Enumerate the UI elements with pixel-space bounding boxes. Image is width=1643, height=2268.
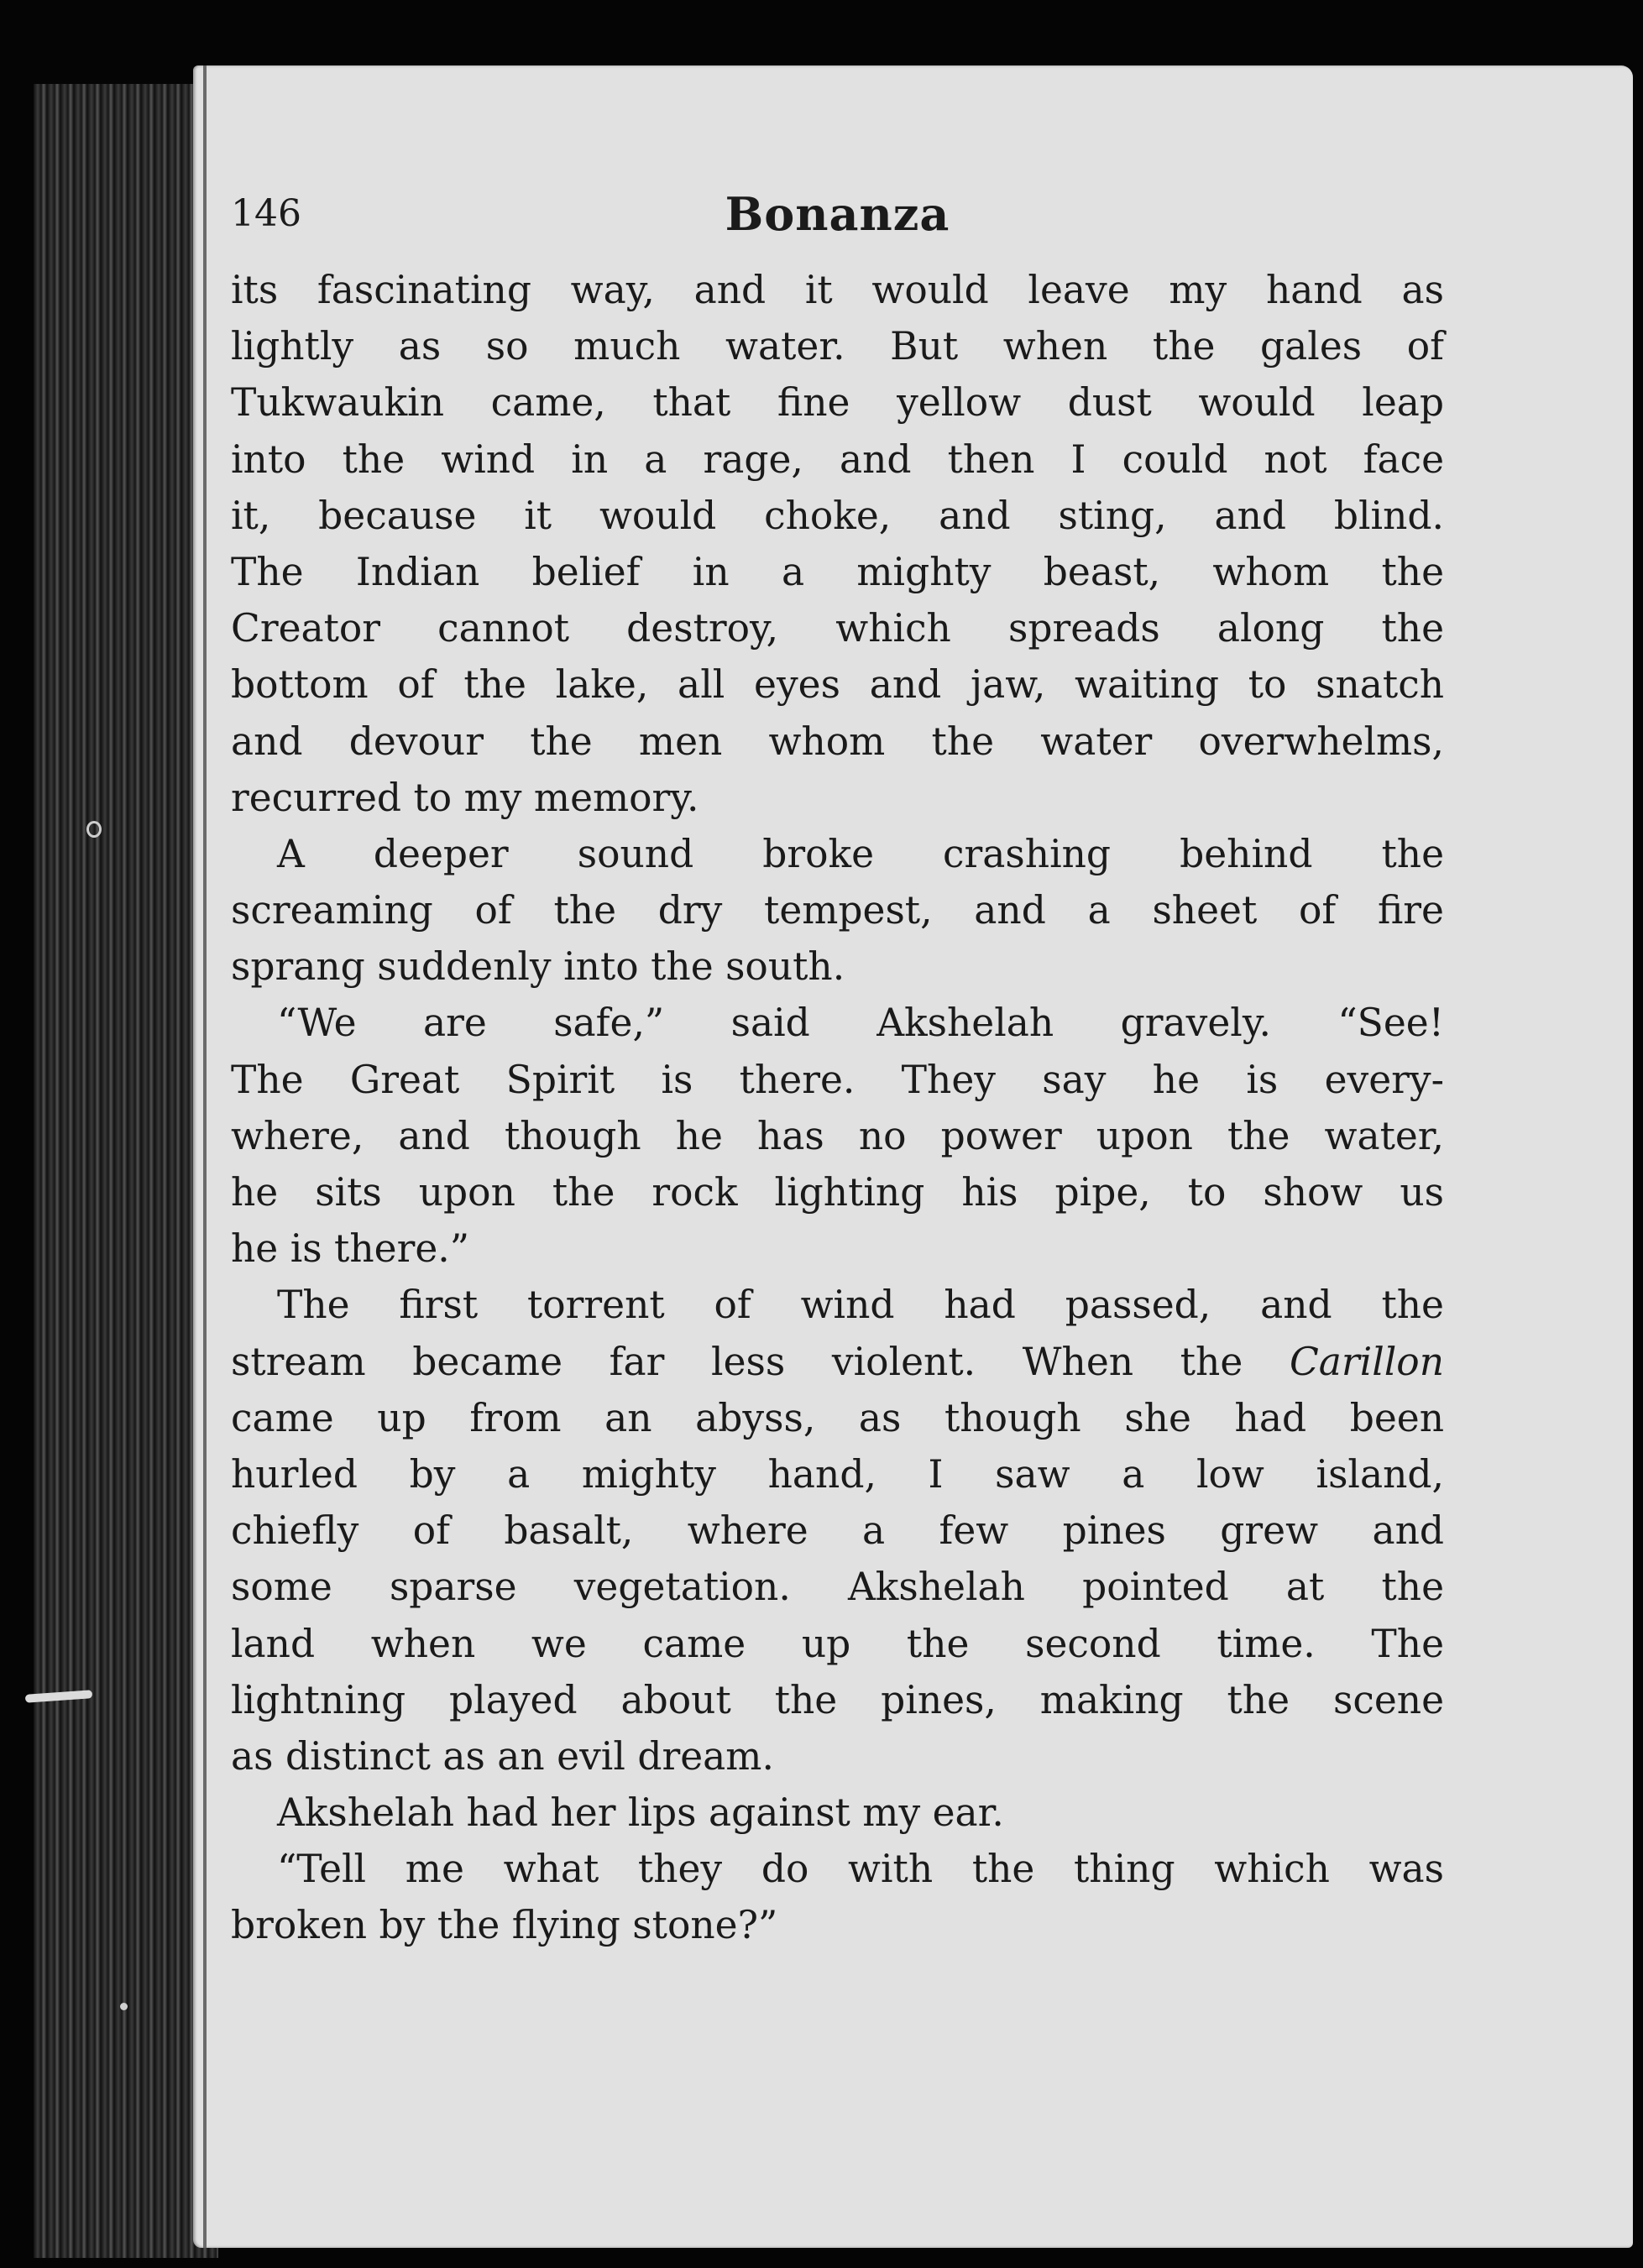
ship-name: Carillon	[1289, 1339, 1444, 1384]
text-line: he sits upon the rock lighting his pipe, to show us	[231, 1170, 1444, 1215]
text-line: and devour the men whom the water overwhelms,	[231, 719, 1444, 764]
text-line: bottom of the lake, all eyes and jaw, waiting to snatch	[231, 662, 1444, 708]
text-line: some sparse vegetation. Akshelah pointed at the	[231, 1565, 1444, 1610]
body-text	[231, 262, 1444, 1954]
text-line: hurled by a mighty hand, I saw a low island,	[231, 1451, 1444, 1497]
text-line: came up from an abyss, as though she had been	[231, 1395, 1444, 1440]
text-line: where, and though he has no power upon the water,	[231, 1113, 1444, 1158]
text-line: The Indian belief in a mighty beast, whom the	[231, 549, 1444, 594]
book-page-edges	[34, 84, 218, 2258]
text-line: lightly as so much water. But when the gales of	[231, 324, 1444, 369]
text-line: it, because it would choke, and sting, and blind.	[231, 493, 1444, 538]
text-line: “We are safe,” said Akshelah gravely. “See!	[277, 1001, 1444, 1046]
text-line-with-italic	[231, 1334, 1444, 1390]
text-line: “Tell me what they do with the thing which was	[277, 1847, 1444, 1892]
text-line: broken by the flying stone?”	[231, 1903, 778, 1948]
text-line: its fascinating way, and it would leave my hand as	[231, 268, 1444, 312]
text-line: The Great Spirit is there. They say he is every-	[231, 1057, 1444, 1102]
page-header	[231, 176, 1444, 252]
text-line: as distinct as an evil dream.	[231, 1733, 774, 1779]
text-fragment: stream became far less violent. When the	[231, 1339, 1243, 1384]
text-line: Creator cannot destroy, which spreads along the	[231, 606, 1444, 651]
margin-mark	[86, 821, 102, 838]
text-line: recurred to my memory.	[231, 775, 699, 820]
text-line: Akshelah had her lips against my ear.	[277, 1790, 1004, 1836]
text-line: sprang suddenly into the south.	[231, 944, 845, 990]
text-line: A deeper sound broke crashing behind the	[277, 831, 1444, 876]
margin-mark	[120, 2003, 128, 2010]
text-line: he is there.”	[231, 1226, 469, 1272]
text-line: screaming of the dry tempest, and a sheet of fire	[231, 888, 1444, 933]
text-line: Tukwaukin came, that fine yellow dust would leap	[231, 380, 1444, 426]
page-gutter-line	[203, 65, 207, 2248]
text-line: into the wind in a rage, and then I could not face	[231, 436, 1444, 482]
text-line: lightning played about the pines, making the scene	[231, 1677, 1444, 1722]
text-line: chiefly of basalt, where a few pines grew and	[231, 1508, 1444, 1554]
text-line: land when we came up the second time. The	[231, 1621, 1444, 1666]
running-title: Bonanza	[725, 187, 950, 241]
page-number: 146	[231, 192, 301, 235]
text-line: The first torrent of wind had passed, and the	[277, 1283, 1444, 1328]
